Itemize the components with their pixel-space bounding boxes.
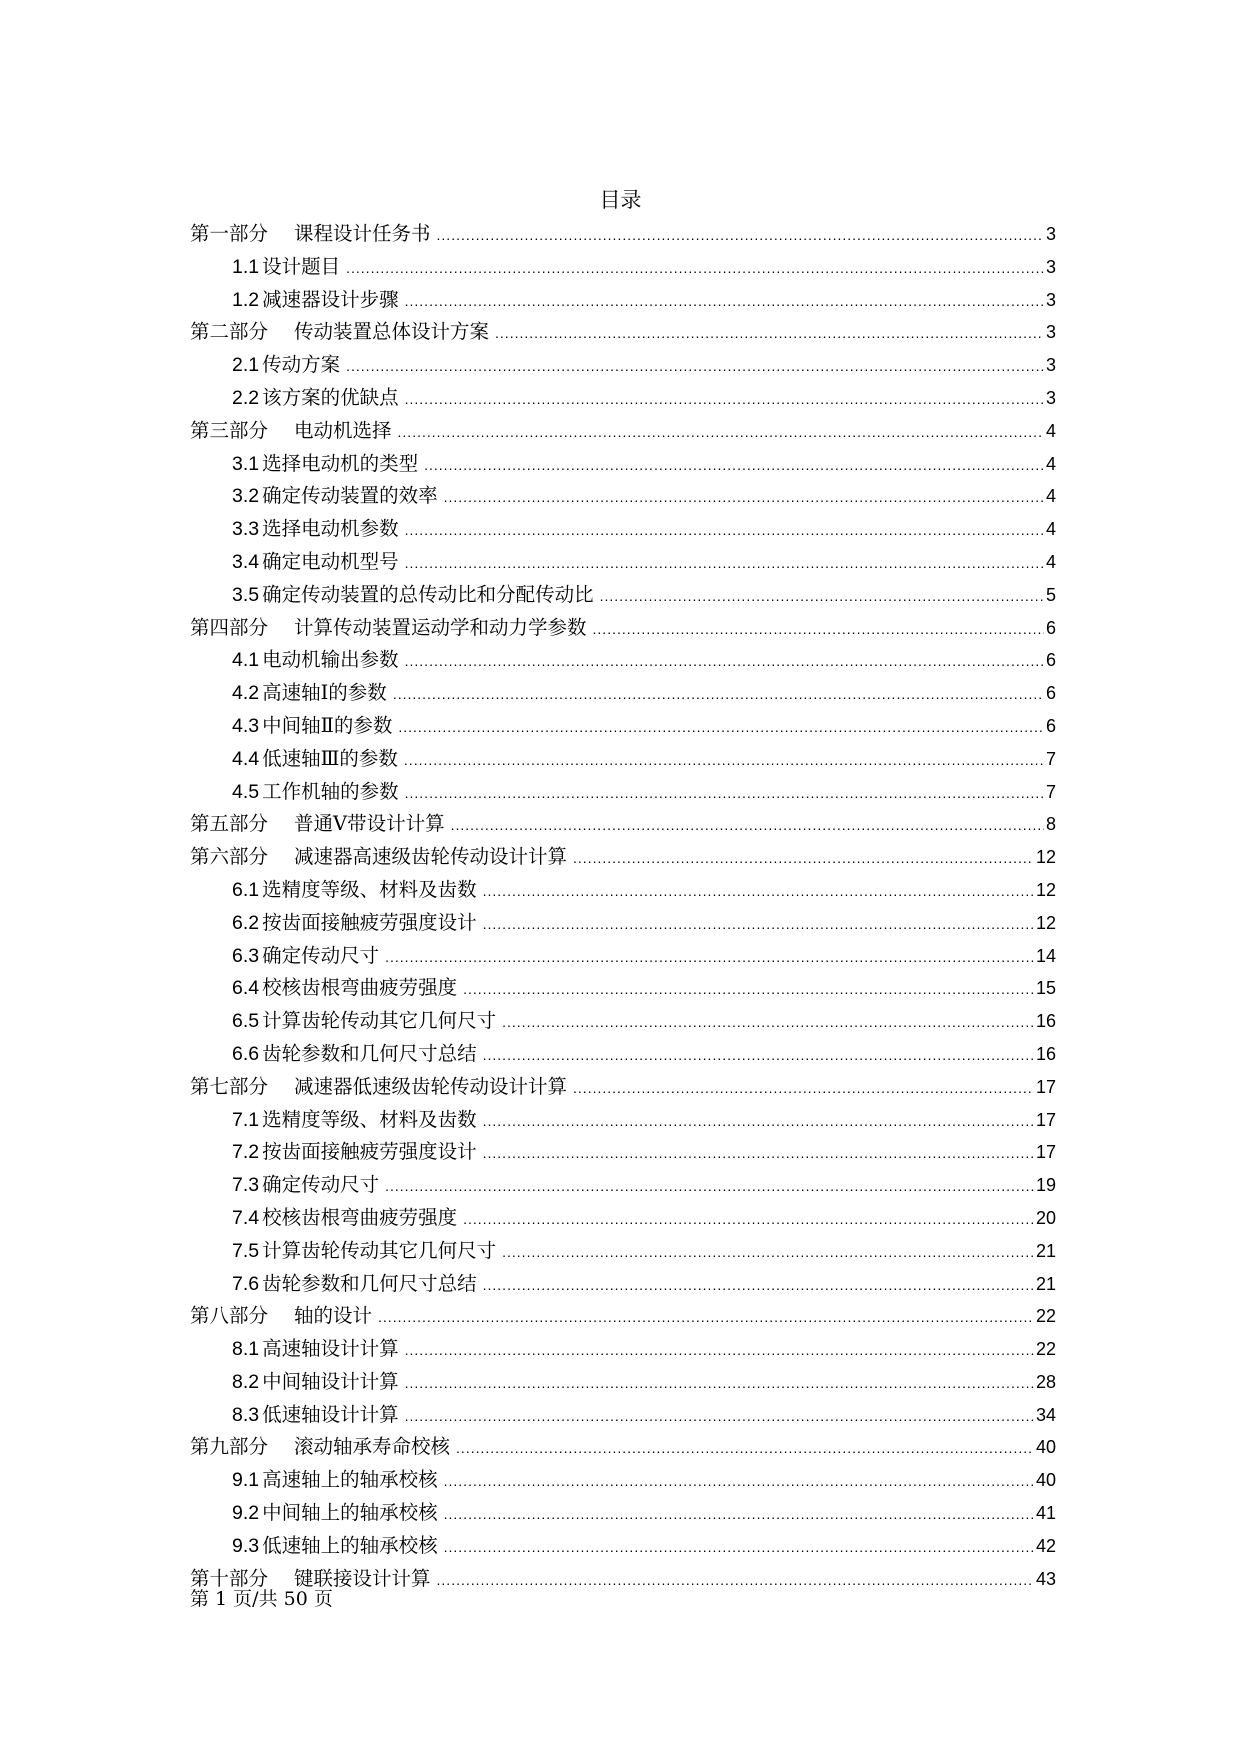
toc-entry-label (232, 251, 340, 279)
toc-dot-leader (393, 686, 1044, 702)
toc-dot-leader (502, 1244, 1034, 1260)
toc-section-number: 6.2 (232, 911, 260, 934)
toc-section-number: 2.1 (232, 354, 260, 377)
toc-dot-leader (456, 1440, 1034, 1456)
toc-dot-leader (483, 1145, 1034, 1161)
toc-entry-part[interactable] (190, 612, 1056, 645)
toc-entry-section[interactable] (190, 513, 1056, 546)
toc-dot-leader (424, 457, 1044, 473)
toc-section-number: 1.2 (232, 288, 260, 311)
toc-dot-leader (444, 489, 1044, 505)
toc-dot-leader (483, 883, 1034, 899)
toc-entry-title: 电动机输出参数 (262, 648, 399, 672)
toc-dot-leader (483, 916, 1034, 932)
toc-dot-leader (483, 1047, 1034, 1063)
toc-page-number: 14 (1035, 945, 1056, 966)
toc-entry-title: 普通V带设计计算 (294, 812, 445, 836)
toc-dot-leader (463, 1211, 1034, 1227)
toc-entry-part[interactable] (190, 415, 1056, 448)
toc-entry-label (190, 612, 587, 640)
toc-entry-label (232, 448, 418, 476)
toc-entry-title: 高速轴上的轴承校核 (262, 1468, 438, 1492)
toc-dot-leader (573, 850, 1034, 866)
toc-page-number: 7 (1045, 781, 1056, 802)
toc-entry-label (232, 940, 379, 968)
toc-section-number: 3.5 (232, 583, 260, 606)
toc-entry-label (232, 1235, 496, 1263)
toc-section-number: 7.6 (232, 1272, 260, 1295)
toc-entry-part[interactable] (190, 808, 1056, 841)
toc-page-number: 20 (1035, 1207, 1056, 1228)
toc-entry-section[interactable] (190, 644, 1056, 677)
toc-dot-leader (346, 260, 1044, 276)
toc-page-number: 6 (1045, 715, 1056, 736)
toc-entry-title: 齿轮参数和几何尺寸总结 (262, 1271, 477, 1295)
toc-entry-section[interactable] (190, 480, 1056, 513)
toc-entry-label (190, 316, 489, 344)
toc-entry-part[interactable] (190, 841, 1056, 874)
toc-entry-section[interactable] (190, 1104, 1056, 1137)
toc-entry-label (232, 1530, 438, 1558)
toc-section-number: 4.2 (232, 682, 260, 705)
toc-entry-title: 减速器设计步骤 (262, 287, 399, 311)
toc-section-number: 7.4 (232, 1206, 260, 1229)
toc-page-number: 7 (1045, 748, 1056, 769)
toc-page-number: 19 (1035, 1175, 1056, 1196)
toc-dot-leader (437, 1572, 1034, 1588)
toc-page-number: 6 (1045, 683, 1056, 704)
toc-entry-label (190, 1071, 567, 1099)
toc-page-number: 3 (1045, 387, 1056, 408)
toc-page-number: 4 (1045, 551, 1056, 572)
toc-part-label: 第四部分 (190, 615, 269, 639)
toc-page-number: 8 (1045, 814, 1056, 835)
toc-entry-section[interactable] (190, 710, 1056, 743)
toc-page-number: 4 (1045, 420, 1056, 441)
toc-entry-title: 减速器高速级齿轮传动设计计算 (294, 845, 568, 869)
toc-section-number: 1.1 (232, 255, 260, 278)
toc-page-number: 6 (1045, 650, 1056, 671)
toc-dot-leader (398, 424, 1044, 440)
toc-section-number: 7.1 (232, 1108, 260, 1131)
toc-entry-title: 高速轴Ⅰ的参数 (262, 681, 387, 705)
toc-entry-title: 滚动轴承寿命校核 (294, 1435, 451, 1459)
toc-entry-label (232, 1399, 399, 1427)
toc-page-number: 28 (1035, 1371, 1056, 1392)
toc-entry-label (190, 808, 445, 836)
toc-entry-title: 确定传动尺寸 (262, 1173, 380, 1197)
toc-entry-title: 选精度等级、材料及齿数 (262, 877, 477, 901)
toc-entry-section[interactable] (190, 448, 1056, 481)
toc-dot-leader (405, 653, 1044, 669)
toc-dot-leader (483, 1277, 1034, 1293)
toc-entry-label (232, 1497, 438, 1525)
toc-entry-part[interactable] (190, 1071, 1056, 1104)
toc-page-number: 12 (1035, 879, 1056, 900)
toc-entry-title: 轴的设计 (294, 1304, 373, 1328)
page-footer: 第 1 页/共 50 页 (190, 1588, 333, 1610)
toc-entry-title: 按齿面接触疲劳强度设计 (262, 1140, 477, 1164)
toc-section-number: 3.4 (232, 550, 260, 573)
toc-page-number: 42 (1035, 1535, 1056, 1556)
toc-dot-leader (405, 785, 1044, 801)
toc-entry-label (190, 218, 431, 246)
toc-page-number: 16 (1035, 1043, 1056, 1064)
toc-dot-leader (346, 358, 1044, 374)
toc-entry-title: 计算齿轮传动其它几何尺寸 (262, 1009, 497, 1033)
toc-entry-section[interactable] (190, 940, 1056, 973)
toc-section-number: 6.6 (232, 1042, 260, 1065)
toc-dot-leader (463, 981, 1034, 997)
toc-part-label: 第五部分 (190, 812, 269, 836)
toc-entry-title: 确定电动机型号 (262, 549, 399, 573)
toc-page-number: 4 (1045, 453, 1056, 474)
toc-page-number: 3 (1045, 355, 1056, 376)
toc-entry-title: 确定传动装置的总传动比和分配传动比 (262, 582, 594, 606)
toc-section-number: 3.3 (232, 518, 260, 541)
toc-part-label: 第七部分 (190, 1074, 269, 1098)
toc-entry-label (232, 1366, 399, 1394)
toc-entry-title: 确定传动尺寸 (262, 943, 380, 967)
toc-entry-label (232, 743, 398, 771)
toc-page-number: 17 (1035, 1142, 1056, 1163)
toc-dot-leader (404, 752, 1044, 768)
toc-entry-part[interactable] (190, 1431, 1056, 1464)
toc-entry-section[interactable] (190, 382, 1056, 415)
toc-section-number: 9.3 (232, 1534, 260, 1557)
toc-entry-section[interactable] (190, 1530, 1056, 1563)
toc-page-number: 22 (1035, 1339, 1056, 1360)
toc-page-number: 21 (1035, 1273, 1056, 1294)
toc-part-label: 第一部分 (190, 222, 269, 245)
toc-entry-title: 选择电动机的类型 (262, 451, 419, 475)
toc-part-label: 第三部分 (190, 418, 269, 442)
toc-entry-section[interactable] (190, 1366, 1056, 1399)
toc-page-number: 34 (1035, 1404, 1056, 1425)
toc-entry-section[interactable] (190, 874, 1056, 907)
toc-page-number: 43 (1035, 1568, 1056, 1589)
toc-entry-label (232, 546, 399, 574)
toc-dot-leader (444, 1473, 1034, 1489)
toc-entry-label (232, 579, 594, 607)
toc-entry-label (232, 382, 399, 410)
toc-section-number: 8.1 (232, 1338, 260, 1361)
toc-entry-title: 传动方案 (262, 353, 341, 377)
toc-page-number: 21 (1035, 1240, 1056, 1261)
toc-entry-title: 中间轴上的轴承校核 (262, 1501, 438, 1525)
toc-entry-label (232, 1333, 399, 1361)
toc-section-number: 6.5 (232, 1010, 260, 1033)
toc-entry-label (232, 776, 399, 804)
toc-entry-label (232, 349, 340, 377)
toc-entry-label (232, 1038, 477, 1066)
toc-entry-section[interactable] (190, 677, 1056, 710)
toc-section-number: 4.4 (232, 747, 260, 770)
toc-entry-label (232, 907, 477, 935)
toc-entry-label (232, 1464, 438, 1492)
toc-dot-leader (502, 1014, 1034, 1030)
toc-dot-leader (405, 391, 1044, 407)
toc-entry-section[interactable] (190, 1399, 1056, 1432)
toc-entry-section[interactable] (190, 1268, 1056, 1301)
toc-entry-label (190, 1300, 372, 1328)
toc-entry-section[interactable] (190, 1333, 1056, 1366)
toc-page-number: 16 (1035, 1011, 1056, 1032)
toc-entry-section[interactable] (190, 284, 1056, 317)
toc-dot-leader (483, 1113, 1034, 1129)
toc-page-number: 40 (1035, 1470, 1056, 1491)
toc-section-number: 2.2 (232, 386, 260, 409)
toc-page-number: 3 (1045, 289, 1056, 310)
toc-entry-label (190, 415, 392, 443)
toc-entry-section[interactable] (190, 251, 1056, 284)
toc-entry-label (232, 644, 399, 672)
toc-page-number: 3 (1045, 224, 1056, 244)
toc-entry-title: 传动装置总体设计方案 (294, 320, 490, 344)
toc-section-number: 3.1 (232, 452, 260, 475)
toc-entry-title: 校核齿根弯曲疲劳强度 (262, 976, 458, 1000)
toc-page-number: 22 (1035, 1306, 1056, 1327)
toc-dot-leader (405, 293, 1044, 309)
toc-entry-title: 工作机轴的参数 (262, 779, 399, 803)
toc-entry-label (232, 1169, 379, 1197)
toc-dot-leader (378, 1309, 1034, 1325)
toc-entry-title: 低速轴Ⅲ的参数 (262, 746, 398, 770)
toc-part-label: 第八部分 (190, 1304, 269, 1328)
toc-entry-label (232, 1202, 457, 1230)
toc-entry-section[interactable] (190, 546, 1056, 579)
toc-entry-part[interactable] (190, 316, 1056, 349)
toc-entry-section[interactable] (190, 579, 1056, 612)
toc-page-number: 17 (1035, 1076, 1056, 1097)
toc-entry-label (232, 480, 438, 508)
toc-dot-leader (444, 1539, 1034, 1555)
toc-part-label: 第九部分 (190, 1435, 269, 1459)
toc-section-number: 6.3 (232, 944, 260, 967)
toc-entry-label (232, 1136, 477, 1164)
toc-page-number: 15 (1035, 978, 1056, 999)
toc-entry-label (232, 1268, 477, 1296)
toc-entry-section[interactable] (190, 1464, 1056, 1497)
toc-entry-label (232, 710, 392, 738)
toc-section-number: 4.3 (232, 714, 260, 737)
toc-entry-section[interactable] (190, 1136, 1056, 1169)
toc-page-number: 3 (1045, 322, 1056, 343)
toc-dot-leader (451, 817, 1044, 833)
toc-entry-section[interactable] (190, 1038, 1056, 1071)
toc-entry-title: 中间轴设计计算 (262, 1369, 399, 1393)
toc-entry-section[interactable] (190, 349, 1056, 382)
toc-entry-title: 齿轮参数和几何尺寸总结 (262, 1041, 477, 1065)
toc-entry-part[interactable] (190, 218, 1056, 251)
toc-section-number: 7.5 (232, 1239, 260, 1262)
toc-dot-leader (385, 1178, 1034, 1194)
toc-entry-label (190, 1431, 450, 1459)
toc-entry-label (232, 1005, 496, 1033)
toc-dot-leader (405, 555, 1044, 571)
toc-entry-title: 键联接设计计算 (294, 1566, 431, 1590)
toc-entry-title: 高速轴设计计算 (262, 1337, 399, 1361)
toc-entry-title: 确定传动装置的效率 (262, 484, 438, 508)
toc-dot-leader (405, 1342, 1034, 1358)
toc-entry-label (232, 874, 477, 902)
toc-section-number: 4.5 (232, 780, 260, 803)
toc-entry-title: 低速轴上的轴承校核 (262, 1533, 438, 1557)
toc-entry-title: 选择电动机参数 (262, 517, 399, 541)
toc-entry-title: 按齿面接触疲劳强度设计 (262, 910, 477, 934)
toc-page-number: 6 (1045, 617, 1056, 638)
toc-page-number: 40 (1035, 1437, 1056, 1458)
toc-page-number: 17 (1035, 1109, 1056, 1130)
toc-dot-leader (405, 1375, 1034, 1391)
toc-entry-label (232, 513, 399, 541)
toc-dot-leader (398, 719, 1044, 735)
toc-entry-section[interactable] (190, 776, 1056, 809)
toc-entry-section[interactable] (190, 1202, 1056, 1235)
toc-entry-label (232, 284, 399, 312)
toc-entry-section[interactable] (190, 972, 1056, 1005)
toc-entry-label (190, 841, 567, 869)
toc-entry-title: 设计题目 (262, 254, 341, 278)
toc-section-number: 7.2 (232, 1141, 260, 1164)
toc-section-number: 6.4 (232, 977, 260, 1000)
toc-page-number: 12 (1035, 912, 1056, 933)
toc-dot-leader (444, 1506, 1034, 1522)
toc-dot-leader (437, 227, 1044, 243)
toc-title: 目录 (599, 188, 642, 212)
toc-dot-leader (385, 949, 1034, 965)
toc-list (190, 218, 1056, 1595)
toc-part-label: 第十部分 (190, 1566, 269, 1590)
toc-entry-title: 中间轴Ⅱ的参数 (262, 713, 393, 737)
toc-entry-part[interactable] (190, 1300, 1056, 1333)
toc-page-number: 41 (1035, 1503, 1056, 1524)
toc-section-number: 4.1 (232, 649, 260, 672)
toc-dot-leader (405, 522, 1044, 538)
toc-section-number: 3.2 (232, 485, 260, 508)
toc-page-number: 3 (1045, 256, 1056, 277)
toc-page-number: 12 (1035, 847, 1056, 868)
toc-dot-leader (600, 588, 1044, 604)
toc-entry-title: 计算传动装置运动学和动力学参数 (294, 615, 587, 639)
toc-dot-leader (573, 1080, 1034, 1096)
toc-entry-title: 电动机选择 (294, 418, 392, 442)
toc-entry-section[interactable] (190, 1005, 1056, 1038)
toc-entry-label (232, 677, 387, 705)
toc-page-number: 4 (1045, 486, 1056, 507)
toc-dot-leader (405, 1408, 1034, 1424)
toc-part-label: 第二部分 (190, 320, 269, 344)
toc-entry-title: 减速器低速级齿轮传动设计计算 (294, 1074, 568, 1098)
toc-section-number: 9.2 (232, 1502, 260, 1525)
toc-entry-title: 该方案的优缺点 (262, 385, 399, 409)
toc-entry-section[interactable] (190, 1235, 1056, 1268)
toc-section-number: 7.3 (232, 1174, 260, 1197)
toc-section-number: 9.1 (232, 1469, 260, 1492)
toc-entry-label (232, 1104, 477, 1132)
toc-entry-label (232, 972, 457, 1000)
toc-entry-title: 计算齿轮传动其它几何尺寸 (262, 1238, 497, 1262)
toc-page-number: 5 (1045, 584, 1056, 605)
toc-section-number: 8.2 (232, 1370, 260, 1393)
toc-entry-title: 校核齿根弯曲疲劳强度 (262, 1205, 458, 1229)
toc-dot-leader (593, 621, 1044, 637)
toc-section-number: 6.1 (232, 878, 260, 901)
toc-entry-title: 低速轴设计计算 (262, 1402, 399, 1426)
toc-dot-leader (495, 325, 1044, 341)
toc-entry-title: 课程设计任务书 (294, 222, 431, 245)
toc-section-number: 8.3 (232, 1403, 260, 1426)
toc-page-number: 4 (1045, 519, 1056, 540)
toc-entry-section[interactable] (190, 1497, 1056, 1530)
toc-entry-title: 选精度等级、材料及齿数 (262, 1107, 477, 1131)
toc-part-label: 第六部分 (190, 845, 269, 869)
toc-entry-section[interactable] (190, 907, 1056, 940)
toc-entry-section[interactable] (190, 1169, 1056, 1202)
toc-entry-section[interactable] (190, 743, 1056, 776)
